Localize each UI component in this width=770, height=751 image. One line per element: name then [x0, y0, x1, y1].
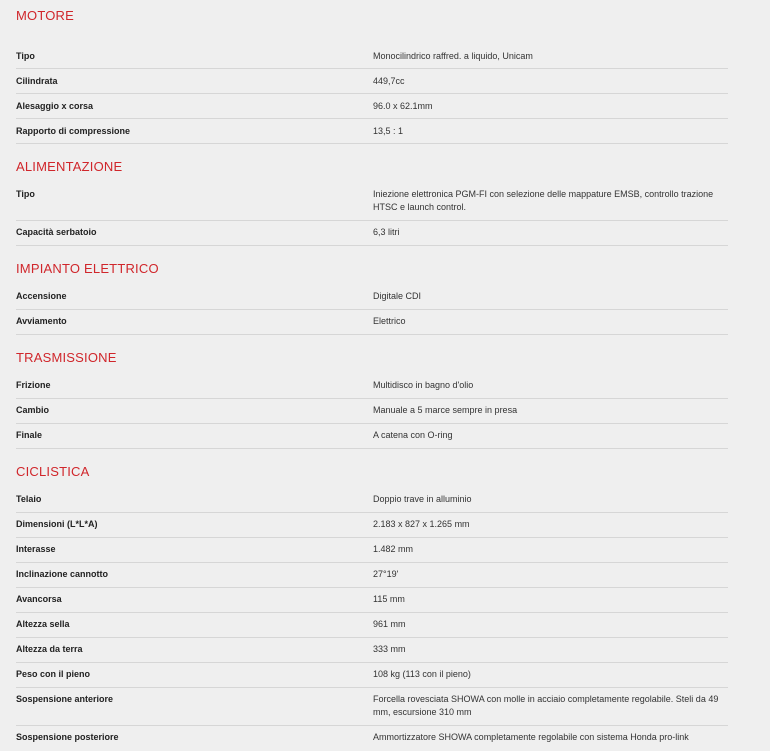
spec-value: Forcella rovesciata SHOWA con molle in acciaio completamente regolabile. Steli da 49 mm, escursione 310 mm [373, 694, 719, 717]
spec-value: 115 mm [373, 594, 405, 604]
spec-value: 333 mm [373, 644, 406, 654]
spec-row [16, 518, 728, 538]
spec-value: 27°19' [373, 569, 399, 579]
spec-row [16, 643, 728, 663]
spec-row [16, 226, 728, 246]
spec-label: Frizione [16, 380, 51, 390]
spec-row [16, 693, 728, 726]
spec-label: Finale [16, 430, 43, 440]
spec-label: Altezza da terra [16, 644, 83, 654]
spec-label: Tipo [16, 51, 35, 61]
spec-label: Alesaggio x corsa [16, 101, 94, 111]
spec-row [16, 188, 728, 221]
spec-value: Monocilindrico raffred. a liquido, Unicam [373, 51, 533, 61]
section-title: TRASMISSIONE [16, 350, 117, 365]
section-title: ALIMENTAZIONE [16, 159, 123, 174]
section-title: IMPIANTO ELETTRICO [16, 261, 159, 276]
spec-value: Digitale CDI [373, 291, 422, 301]
spec-row [16, 568, 728, 588]
spec-value: Manuale a 5 marce sempre in presa [373, 405, 518, 415]
spec-value: Multidisco in bagno d'olio [373, 380, 474, 390]
spec-label: Cambio [16, 405, 50, 415]
spec-label: Rapporto di compressione [16, 126, 131, 136]
spec-label: Peso con il pieno [16, 669, 91, 679]
spec-row [16, 593, 728, 613]
section-title: CICLISTICA [16, 464, 90, 479]
spec-value: 108 kg (113 con il pieno) [373, 669, 471, 679]
spec-row [16, 618, 728, 638]
spec-row [16, 100, 728, 119]
spec-row [16, 668, 728, 688]
spec-value: 96.0 x 62.1mm [373, 101, 433, 111]
spec-row [16, 290, 728, 310]
spec-row [16, 379, 728, 399]
spec-label: Sospensione anteriore [16, 694, 114, 704]
spec-label: Tipo [16, 189, 35, 199]
section-title: MOTORE [16, 8, 75, 23]
spec-label: Dimensioni (L*L*A) [16, 519, 98, 529]
spec-label: Cilindrata [16, 76, 58, 86]
spec-value: Ammortizzatore SHOWA completamente regolabile con sistema Honda pro-link [373, 732, 689, 742]
spec-row [16, 429, 728, 449]
spec-value: 1.482 mm [373, 544, 414, 554]
spec-label: Avancorsa [16, 594, 62, 604]
spec-value: Iniezione elettronica PGM-FI con selezione delle mappature EMSB, controllo trazione HTSC e launch control. [373, 189, 714, 212]
spec-value: 13,5 : 1 [373, 126, 404, 136]
spec-value: 449,7cc [373, 76, 405, 86]
spec-label: Accensione [16, 291, 67, 301]
spec-value: A catena con O-ring [373, 430, 453, 440]
spec-label: Sospensione posteriore [16, 732, 119, 742]
spec-row [16, 50, 728, 69]
spec-value: 6,3 litri [373, 227, 400, 237]
spec-value: 961 mm [373, 619, 406, 629]
spec-value: Elettrico [373, 316, 406, 326]
spec-row [16, 75, 728, 94]
spec-row [16, 315, 728, 335]
spec-label: Avviamento [16, 316, 67, 326]
spec-row [16, 404, 728, 424]
spec-label: Interasse [16, 544, 56, 554]
spec-row [16, 731, 728, 751]
spec-label: Altezza sella [16, 619, 70, 629]
spec-row [16, 493, 728, 513]
spec-row [16, 125, 728, 144]
spec-label: Inclinazione cannotto [16, 569, 109, 579]
spec-label: Telaio [16, 494, 42, 504]
spec-row [16, 543, 728, 563]
spec-label: Capacità serbatoio [16, 227, 97, 237]
spec-value: Doppio trave in alluminio [373, 494, 472, 504]
spec-value: 2.183 x 827 x 1.265 mm [373, 519, 470, 529]
